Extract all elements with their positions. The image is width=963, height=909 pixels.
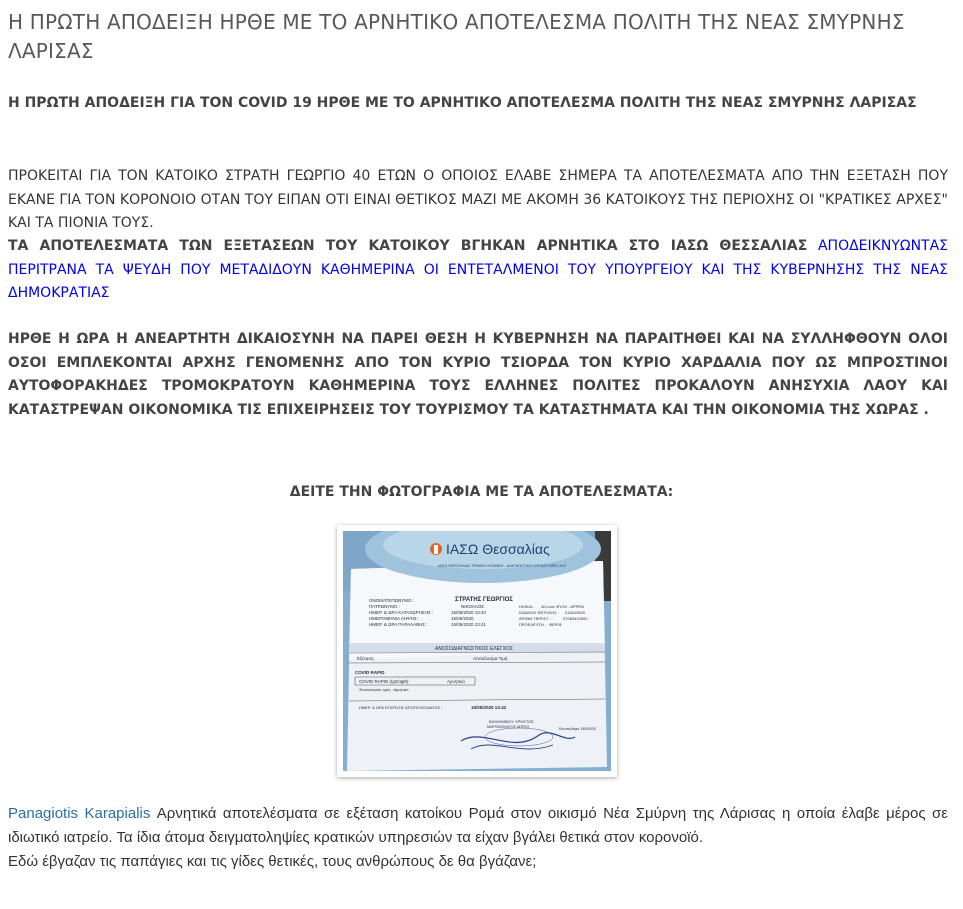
- field-value-4: 15/05/2020 13:41: [451, 622, 487, 627]
- comment-line2: Εδώ έβγαζαν τις παπάγιες και τις γίδες θετικές, τους ανθρώπους δε θα βγάζανε;: [8, 853, 537, 870]
- lab-result-photo[interactable]: [343, 531, 611, 771]
- right-field-value-0: 40 ετών ΦΥΛΟ : ΑΡΡΕΝ: [541, 604, 584, 609]
- photo-caption: ΔΕΙΤΕ ΤΗΝ ΦΩΤΟΓΡΑΦΙΑ ΜΕ ΤΑ ΑΠΟΤΕΛΕΣΜΑΤΑ:: [289, 484, 674, 500]
- sign-text: ΒΙΟΧΗΜΙΚΟΥ ΧΡΗΣΤΟΣ: [489, 719, 534, 724]
- section-title: ΑΝΟΣΟΔΙΑΓΝΩΣΤΙΚΟΣ ΕΛΕΓΧΟΣ: [435, 646, 514, 652]
- field-value-0: ΣΤΡΑΤΗΣ ΓΕΩΡΓΙΟΣ: [455, 597, 513, 603]
- field-value-3: 15/05/2020: [451, 616, 474, 621]
- right-field-label-3: ΠΡΟΕΛΕΥΣΗ :: [519, 622, 546, 627]
- comment-paragraph: [8, 802, 948, 874]
- field-label-0: ΟΝΟΜΑΤΕΠΩΝΥΜΟ :: [369, 598, 415, 603]
- lab-subtitle: ΙΑΣΩ ΘΕΣΣΑΛΙΑΣ ΓΕΝΙΚΗ ΚΛΙΝΙΚΗ - ΔΙΑΓΝΩΣΤΙΚΟ ΕΡΓΑΣΤΗΡΙΟ Α.Ε.: [438, 563, 567, 568]
- field-value-1: ΝΙΚΟΛΑΟΣ: [461, 604, 484, 609]
- results-bold-text: ΤΑ ΑΠΟΤΕΛΕΣΜΑΤΑ ΤΩΝ ΕΞΕΤΑΣΕΩΝ ΤΟΥ ΚΑΤΟΙΚΟΥ ΒΓΗΚΑΝ ΑΡΝΗΤΙΚΑ ΣΤΟ ΙΑΣΩ ΘΕΣΣΑΛΙΑΣ: [8, 238, 808, 254]
- field-label-2: ΗΜΕΡ. & ΩΡΑ ΚΑΤΑΧΩΡΗΣΗΣ :: [369, 610, 434, 615]
- iaso-logo-icon: [430, 543, 442, 555]
- results-photo-frame[interactable]: [337, 525, 617, 777]
- post-title: Η ΠΡΩΤΗ ΑΠΟΔΕΙΞΗ ΗΡΘΕ ΜΕ ΤΟ ΑΡΝΗΤΙΚΟ ΑΠΟΤΕΛΕΣΜΑ ΠΟΛΙΤΗ ΤΗΣ ΝΕΑΣ ΣΜΥΡΝΗΣ ΛΑΡΙΣΑΣ: [8, 10, 905, 63]
- post-subheading: Η ΠΡΩΤΗ ΑΠΟΔΕΙΞΗ ΓΙΑ ΤΟΝ COVID 19 ΗΡΘΕ ΜΕ ΤΟ ΑΡΝΗΤΙΚΟ ΑΠΟΤΕΛΕΣΜΑ ΠΟΛΙΤΗ ΤΗΣ ΝΕΑΣ ΣΜΥΡΝΗΣ ΛΑΡΙΣΑΣ: [8, 95, 917, 111]
- paragraph-results: [8, 235, 948, 306]
- test-group: COVID RAPID: [355, 670, 385, 675]
- right-field-label-2: ΑΡΙΘΜ. ΠΕΡΙΣΤ. :: [519, 616, 552, 621]
- sign-sub: ΜΙΚΡΟΒΙΟΛΟΓΟΣ ΙΑΤΡΟΣ: [487, 725, 530, 729]
- right-field-label-0: ΗΛΙΚΙΑ :: [519, 604, 535, 609]
- paragraph-justice: ΗΡΘΕ Η ΩΡΑ Η ΑΝΕΑΡΤΗΤΗ ΔΙΚΑΙΟΣΥΝΗ ΝΑ ΠΑΡΕΙ ΘΕΣΗ Η ΚΥΒΕΡΝΗΣΗ ΝΑ ΠΑΡΑΙΤΗΘΕΙ ΚΑΙ ΝΑ ΣΥΛΛΗΦΘΟΥΝ ΟΛΟΙ ΟΣΟΙ ΕΜΠΛΕΚΟΝΤΑΙ ΑΡΧΗΣ ΓΕΝΟΜΕΝΗΣ ΑΠΟ ΤΟΝ ΚΥΡΙΟ ΤΣΙΟΡΔΑ ΤΟΝ ΚΥΡΙΟ ΧΑΡΔΑΛΙΑ ΠΟΥ ΩΣ ΜΠΡΟΣΤΙΝΟΙ ΑΥΤΟΦΟΡΑΚΗΔΕΣ ΤΡΟΜΟΚΡΑΤΟΥΝ ΚΑΘΗΜΕΡΙΝΑ ΤΟΥΣ ΕΛΛΗΝΕΣ ΠΟΛΙΤΕΣ ΠΡΟΚΑΛΟΥΝ ΑΝΗΣΥΧΙΑ ΛΑΟΥ ΚΑΙ ΚΑΤΑΣΤΡΕΨΑΝ ΟΙΚΟΝΟΜΙΚΑ ΤΙΣ ΕΠΙΧΕΙΡΗΣΕΙΣ ΤΟΥ ΤΟΥΡΙΣΜΟΥ ΤΑ ΚΑΤΑΣΤΗΜΑΤΑ ΚΑΙ ΤΗΝ ΟΙΚΟΝΟΜΙΑ ΤΗΣ ΧΩΡΑΣ .: [8, 331, 948, 418]
- test-name: COVID RAPID (IgG/IgM): [359, 679, 409, 684]
- field-value-2: 15/05/2020 13:40: [451, 610, 487, 615]
- paragraph-resident: ΠΡΟΚΕΙΤΑΙ ΓΙΑ ΤΟΝ ΚΑΤΟΙΚΟ ΣΤΡΑΤΗ ΓΕΩΡΓΙΟ 40 ΕΤΩΝ Ο ΟΠΟΙΟΣ ΕΛΑΒΕ ΣΗΜΕΡΑ ΤΑ ΑΠΟΤΕΛΕΣΜΑΤΑ ΑΠΟ ΤΗΝ ΕΞΕΤΑΣΗ ΠΟΥ ΕΚΑΝΕ ΓΙΑ ΤΟΝ ΚΟΡΟΝΟΙΟ ΟΤΑΝ ΤΟΥ ΕΙΠΑΝ ΟΤΙ ΕΙΝΑΙ ΘΕΤΙΚΟΣ ΜΑΖΙ ΜΕ ΑΚΟΜΗ 36 ΚΑΤΟΙΚΟΥΣ ΤΗΣ ΠΕΡΙΟΧΗΣ ΟΙ "ΚΡΑΤΙΚΕΣ ΑΡΧΕΣ" ΚΑΙ ΤΑ ΠΙΟΝΙΑ ΤΟΥΣ.: [8, 168, 948, 231]
- right-field-value-1: 018413620: [565, 610, 586, 615]
- results-blue-text: ΑΠΟΔΕΙΚΝΥΩΝΤΑΣ ΠΕΡΙΤΡΑΝΑ ΤΑ ΨΕΥΔΗ ΠΟΥ ΜΕΤΑΔΙΔΟΥΝ ΚΑΘΗΜΕΡΙΝΑ ΟΙ ΕΝΤΕΤΑΛΜΕΝΟΙ ΤΟΥ ΥΠΟΥΡΓΕΙΟΥ ΚΑΙ ΤΗΣ ΚΥΒΕΡΝΗΣΗΣ ΤΗΣ ΝΕΑΣ ΔΗΜΟΚΡΑΤΙΑΣ: [8, 238, 949, 301]
- issue-label: ΗΜΕΡ. & ΩΡΑ ΕΓΚΡΙΣΗΣ ΑΠΟΤΕΛΕΣΜΑΤΟΣ :: [359, 705, 443, 710]
- field-label-1: ΠΑΤΡΩΝΥΜΟ :: [369, 604, 401, 609]
- col-exam: Εξέταση: [357, 656, 374, 661]
- footer-date: Εκτυπώθηκε 15/5/2020: [559, 727, 597, 731]
- comment-author-link[interactable]: Panagiotis Karapialis: [8, 805, 151, 822]
- comment-text: Αρνητικά αποτελέσματα σε εξέταση κατοίκου Ρομά στον οικισμό Νέα Σμύρνη της Λάρισας η οποία έλαβε μέρος σε ιδιωτικό ιατρείο. Τα ίδια άτομα δειγματοληψίες κρατικών υπηρεσιών τα είχαν βγάλει θετικά στον κορονοϊό.: [8, 805, 948, 846]
- col-result: Αποτέλεσμα Τιμή: [473, 656, 508, 661]
- field-label-4: ΗΜΕΡ. & ΩΡΑ ΠΑΡΑΛΑΒΗΣ :: [369, 622, 428, 627]
- right-field-value-3: ΘΕΡ01: [549, 622, 562, 627]
- ref-line: Φυσιολογικές τιμές : Αρνητικό: [359, 688, 409, 692]
- test-result: Αρνητικό: [447, 679, 465, 684]
- logo-text: ΙΑΣΩ Θεσσαλίας: [446, 541, 550, 557]
- right-field-value-2: 07060410000: [563, 616, 588, 621]
- issue-value: 15/05/2020 13:42: [471, 705, 507, 710]
- right-field-label-1: ΚΩΔΙΚΟΣ ΕΝΤΟΛΗΣ :: [519, 610, 559, 615]
- field-label-3: ΗΜΕΡΟΜΗΝΙΑ ΛΗΨΗΣ :: [369, 616, 420, 621]
